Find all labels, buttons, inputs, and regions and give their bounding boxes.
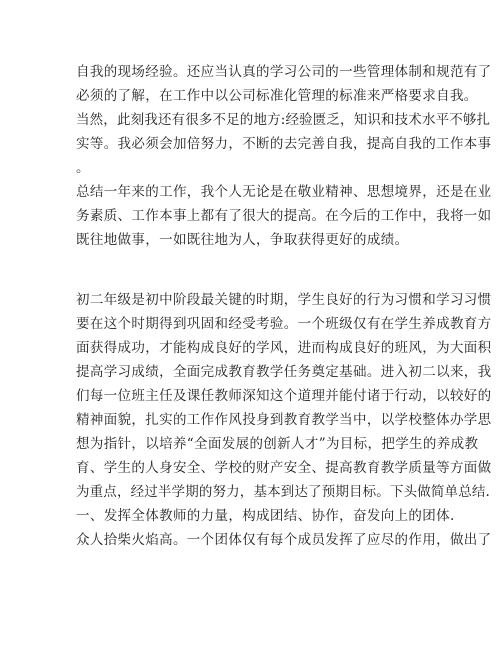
text-line: 要在这个时期得到巩固和经受考验。一个班级仅有在学生养成教育方: [76, 316, 492, 332]
text-line: 精神面貌，扎实的工作作风投身到教育教学当中，以学校整体办学思: [76, 412, 492, 428]
section-heading: 一、发挥全体教师的力量，构成团结、协作，奋发向上的团体.: [76, 508, 455, 524]
text-line: 。: [76, 160, 90, 176]
text-line: 务素质、工作本事上都有了很大的提高。在今后的工作中，我将一如: [76, 208, 492, 224]
text-line: 们每一位班主任及课任教师深知这个道理并能付诸于行动，以较好的: [76, 388, 492, 404]
text-line: 提高学习成绩，全面完成教育教学任务奠定基础。进入初二以来，我: [76, 364, 492, 380]
text-line: 既往地做事，一如既往地为人，争取获得更好的成绩。: [76, 232, 409, 248]
text-line: 必须的了解，在工作中以公司标准化管理的标准来严格要求自我。: [76, 88, 478, 104]
text-line: 想为指针，以培养“全面发展的创新人才”为目标，把学生的养成教: [76, 436, 479, 452]
text-line: 众人拾柴火焰高。一个团体仅有每个成员发挥了应尽的作用，做出了: [76, 532, 492, 548]
text-line: 自我的现场经验。还应当认真的学习公司的一些管理体制和规范有了: [76, 64, 492, 80]
text-line: 为重点，经过半学期的努力，基本到达了预期目标。下头做简单总结.: [76, 484, 490, 500]
text-line: 初二年级是初中阶段最关键的时期，学生良好的行为习惯和学习习惯: [76, 292, 492, 308]
text-line: 面获得成功，才能构成良好的学风，进而构成良好的班风，为大面积: [76, 340, 492, 356]
text-line: 当然，此刻我还有很多不足的地方:经验匮乏，知识和技术水平不够扎: [76, 112, 491, 128]
text-line: 实等。我必须会加倍努力，不断的去完善自我，提高自我的工作本事: [76, 136, 492, 152]
text-line: 总结一年来的工作，我个人无论是在敬业精神、思想境界，还是在业: [76, 184, 492, 200]
text-line: 育、学生的人身安全、学校的财产安全、提高教育教学质量等方面做: [76, 460, 492, 476]
